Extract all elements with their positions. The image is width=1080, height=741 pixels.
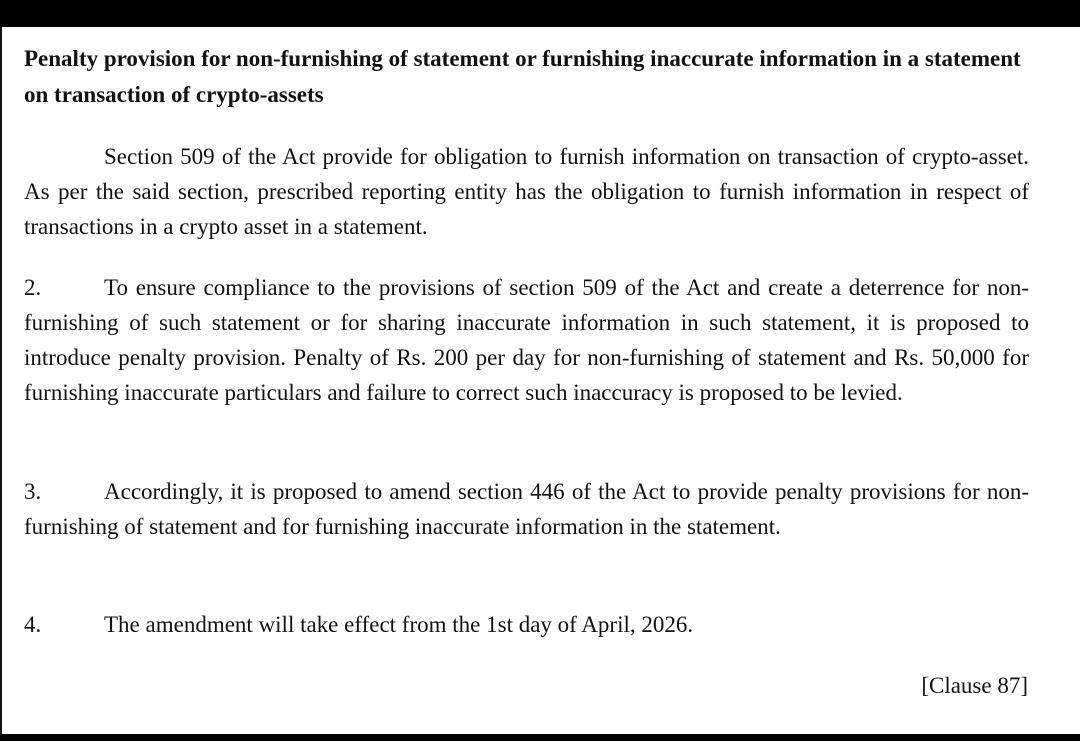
paragraph-3-number: 3. bbox=[24, 479, 42, 504]
paragraph-4 bbox=[24, 607, 1029, 642]
paragraph-2-text: To ensure compliance to the provisions of section 509 of the Act and create a deterrence for non-furnishing of such statement or for sharing inaccurate information in such statement, it is proposed to introduce penalty provision. Penalty of Rs. 200 per day for non-furnishing of statement and Rs. 50,000 for furnishing inaccurate particulars and failure to correct such inaccuracy is proposed to be levied. bbox=[24, 275, 1029, 405]
paragraph-2 bbox=[24, 270, 1029, 410]
paragraph-2-number: 2. bbox=[24, 275, 42, 300]
paragraph-4-number: 4. bbox=[24, 612, 42, 637]
paragraph-3 bbox=[24, 474, 1029, 544]
document-page bbox=[0, 27, 1080, 734]
clause-reference: [Clause 87] bbox=[921, 673, 1028, 698]
section-heading: Penalty provision for non-furnishing of statement or furnishing inaccurate information in a statement on transaction of crypto-assets bbox=[24, 46, 1021, 107]
paragraph-4-text: The amendment will take effect from the 1st day of April, 2026. bbox=[104, 612, 694, 637]
paragraph-1 bbox=[24, 139, 1029, 244]
paragraph-3-text: Accordingly, it is proposed to amend section 446 of the Act to provide penalty provisions for non-furnishing of statement and for furnishing inaccurate information in the statement. bbox=[24, 479, 1029, 539]
paragraph-1-text: Section 509 of the Act provide for obligation to furnish information on transaction of crypto-asset. As per the said section, prescribed reporting entity has the obligation to furnish information in respect of transactions in a crypto asset in a statement. bbox=[24, 144, 1029, 239]
